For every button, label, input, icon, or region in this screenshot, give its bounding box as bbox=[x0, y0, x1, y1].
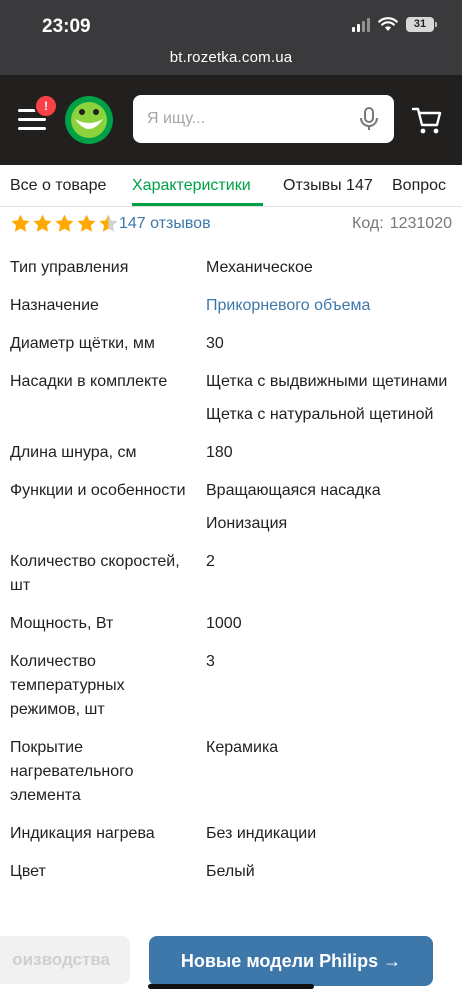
spec-row bbox=[10, 860, 452, 884]
spec-row bbox=[10, 822, 452, 846]
spec-value-item: Механическое bbox=[206, 259, 313, 276]
spec-key: Мощность, Вт bbox=[10, 615, 114, 632]
spec-value-item[interactable]: Прикорневого объема bbox=[206, 297, 371, 314]
bottom-actions bbox=[0, 928, 462, 1000]
star-rating bbox=[10, 213, 119, 234]
site-header bbox=[0, 75, 462, 165]
spec-key: Назначение bbox=[10, 297, 99, 314]
wifi-icon bbox=[378, 17, 398, 32]
spec-key: Количество скоростей, шт bbox=[10, 553, 180, 594]
reviews-link[interactable]: 147 отзывов bbox=[119, 215, 211, 232]
spec-value bbox=[206, 479, 452, 536]
status-time: 23:09 bbox=[42, 16, 91, 37]
spec-value-item: Щетка с выдвижными щетинами bbox=[206, 373, 448, 390]
star-icon bbox=[98, 213, 119, 234]
star-icon bbox=[54, 213, 75, 234]
spec-value bbox=[206, 736, 452, 808]
spec-row bbox=[10, 370, 452, 427]
spec-row bbox=[10, 441, 452, 465]
spec-row bbox=[10, 550, 452, 598]
new-models-button[interactable]: Новые модели Philips → bbox=[149, 936, 433, 986]
spec-value bbox=[206, 612, 452, 636]
status-icons bbox=[352, 17, 434, 32]
spec-key: Насадки в комплекте bbox=[10, 373, 168, 390]
spec-row bbox=[10, 332, 452, 356]
spec-value-item: 180 bbox=[206, 444, 233, 461]
spec-key: Покрытие нагревательного элемента bbox=[10, 739, 134, 804]
spec-key: Диаметр щётки, мм bbox=[10, 335, 155, 352]
spec-value-item: 30 bbox=[206, 335, 224, 352]
search-input[interactable] bbox=[133, 95, 394, 143]
spec-value bbox=[206, 822, 452, 846]
product-code bbox=[352, 215, 452, 233]
spec-value bbox=[206, 860, 452, 884]
browser-url[interactable]: bt.rozetka.com.ua bbox=[169, 49, 293, 66]
spec-value-item: Белый bbox=[206, 863, 255, 880]
spec-value-item: Ионизация bbox=[206, 515, 288, 532]
spec-value bbox=[206, 256, 452, 280]
spec-value-item: Вращающаяся насадка bbox=[206, 482, 381, 499]
spec-value-item: Щетка с натуральной щетиной bbox=[206, 406, 434, 423]
spec-value-item: Без индикации bbox=[206, 825, 317, 842]
rozetka-logo-icon[interactable] bbox=[64, 95, 114, 145]
spec-value bbox=[206, 550, 452, 598]
star-icon bbox=[32, 213, 53, 234]
active-tab-indicator bbox=[132, 203, 263, 206]
spec-row bbox=[10, 650, 452, 722]
spec-key: Количество температурных режимов, шт bbox=[10, 653, 125, 718]
characteristics-list bbox=[10, 256, 452, 898]
spec-value bbox=[206, 650, 452, 722]
spec-value-item: 3 bbox=[206, 653, 215, 670]
spec-key: Длина шнура, см bbox=[10, 444, 137, 461]
status-bar bbox=[0, 0, 462, 75]
tab-about[interactable]: Все о товаре bbox=[10, 177, 107, 194]
product-tabs bbox=[0, 165, 462, 207]
star-icon bbox=[76, 213, 97, 234]
spec-row bbox=[10, 256, 452, 280]
spec-key: Функции и особенности bbox=[10, 482, 186, 499]
spec-row bbox=[10, 612, 452, 636]
cart-icon[interactable] bbox=[410, 103, 444, 137]
manufacturer-button[interactable]: оизводства bbox=[0, 936, 130, 984]
product-code-value: 1231020 bbox=[389, 215, 452, 232]
tab-reviews[interactable]: Отзывы 147 bbox=[283, 177, 373, 194]
notification-badge: ! bbox=[34, 94, 58, 118]
spec-value-item: Керамика bbox=[206, 739, 279, 756]
spec-value-item: 1000 bbox=[206, 615, 242, 632]
microphone-icon[interactable] bbox=[356, 106, 382, 132]
spec-key: Тип управления bbox=[10, 259, 129, 276]
rating-row bbox=[10, 212, 452, 238]
spec-value bbox=[206, 441, 452, 465]
tab-characteristics[interactable]: Характеристики bbox=[132, 177, 251, 194]
spec-row bbox=[10, 294, 452, 318]
tab-questions[interactable]: Вопрос bbox=[392, 177, 447, 194]
battery-icon: 31 bbox=[406, 17, 434, 32]
spec-row bbox=[10, 479, 452, 536]
spec-key: Цвет bbox=[10, 863, 46, 880]
product-code-label: Код: bbox=[352, 215, 384, 232]
spec-key: Индикация нагрева bbox=[10, 825, 155, 842]
star-icon bbox=[10, 213, 31, 234]
home-indicator bbox=[148, 984, 314, 989]
spec-row bbox=[10, 736, 452, 808]
spec-value bbox=[206, 370, 452, 427]
signal-icon bbox=[352, 18, 370, 32]
spec-value bbox=[206, 332, 452, 356]
spec-value-item: 2 bbox=[206, 553, 215, 570]
spec-value[interactable] bbox=[206, 294, 452, 318]
